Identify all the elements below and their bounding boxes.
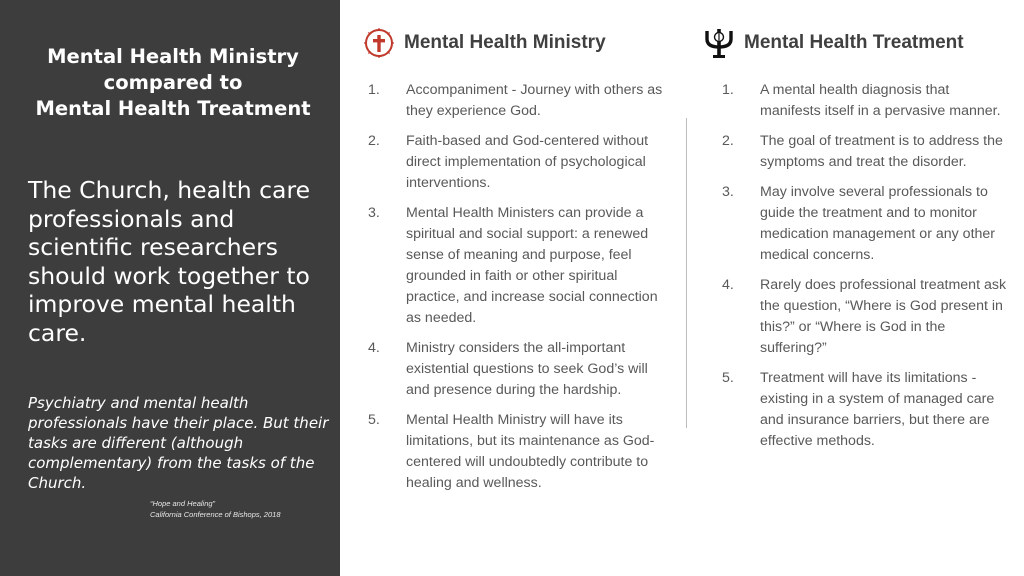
list-item: 5. Treatment will have its limitations - existing in a system of managed care and insurance barriers, but there are effective methods.: [722, 370, 995, 449]
list-item: 1. Accompaniment - Journey with others as they experience God.: [368, 82, 663, 119]
ministry-header-text: Mental Health Ministry: [404, 32, 606, 53]
title-line-2: compared to: [103, 71, 243, 94]
main-statement: The Church, health care professionals and scientific researchers should work together to improve mental health care.: [28, 176, 311, 347]
list-item: 4. Rarely does professional treatment ask the question, “Where is God present in this?” or “Where is God in the suffering?”: [722, 277, 1007, 356]
ministry-list: [368, 80, 668, 503]
list-item: 3. Mental Health Ministers can provide a spiritual and social support: a renewed sense of meaning and purpose, feel grounded in faith or other spiritual practice, and increase social connection as needed.: [368, 205, 658, 326]
list-item: 1. A mental health diagnosis that manifests itself in a pervasive manner.: [722, 82, 1001, 119]
title-line-1: Mental Health Ministry: [47, 45, 299, 68]
ministry-header: [362, 26, 606, 60]
list-item: 2. Faith-based and God-centered without direct implementation of psychological interventions.: [368, 133, 649, 191]
bishops-quote: Psychiatry and mental health professionals have their place. But their tasks are different (although complementary) from the tasks of the Church.: [28, 394, 329, 492]
list-item: 2. The goal of treatment is to address the symptoms and treat the disorder.: [722, 133, 1003, 170]
cross-in-circle-icon: [362, 26, 396, 60]
slide-title: [14, 44, 332, 122]
treatment-header: [702, 26, 964, 60]
treatment-header-text: Mental Health Treatment: [744, 32, 964, 53]
list-item: 4. Ministry considers the all-important existential questions to seek God’s will and presence during the hardship.: [368, 340, 648, 398]
citation: [150, 498, 330, 520]
treatment-list: [722, 80, 1012, 461]
column-divider: [686, 118, 687, 428]
title-line-3: Mental Health Treatment: [35, 97, 311, 120]
left-panel: [0, 0, 340, 576]
citation-source: California Conference of Bishops, 2018: [150, 510, 281, 519]
psi-symbol-icon: [702, 26, 736, 60]
citation-title: “Hope and Healing”: [150, 499, 216, 508]
list-item: 3. May involve several professionals to guide the treatment and to monitor medication management or any other medical concerns.: [722, 184, 996, 263]
list-item: 5. Mental Health Ministry will have its limitations, but its maintenance as God-centered will undoubtedly contribute to healing and wellness.: [368, 412, 655, 491]
